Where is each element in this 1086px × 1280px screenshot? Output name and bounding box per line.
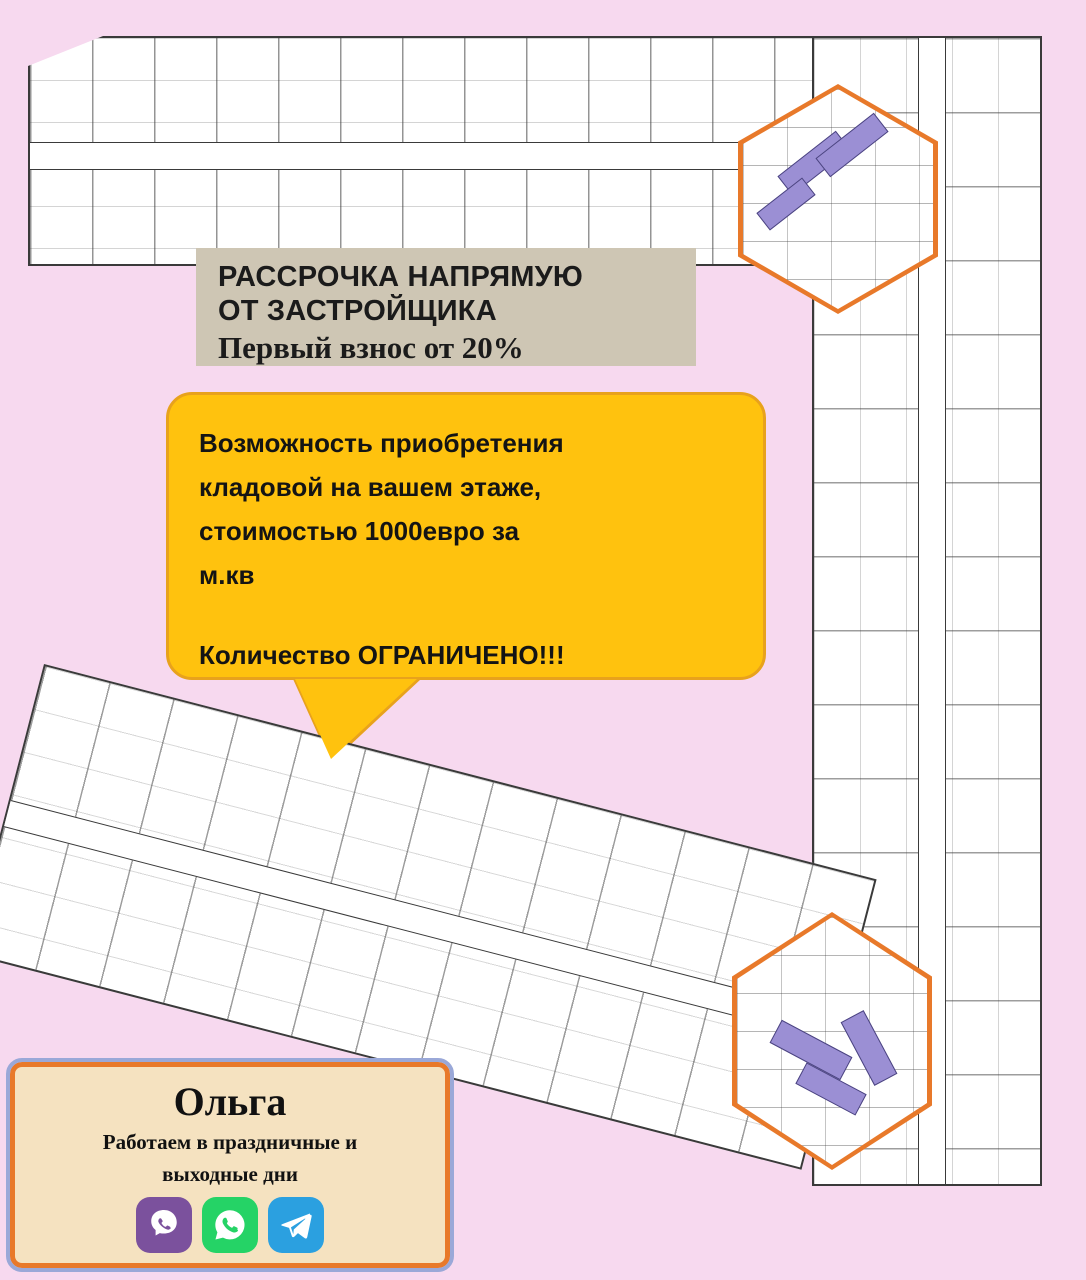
offer-line4: м.кв bbox=[199, 560, 255, 590]
bubble-tail bbox=[295, 679, 417, 759]
viber-icon[interactable] bbox=[136, 1197, 192, 1253]
telegram-icon[interactable] bbox=[268, 1197, 324, 1253]
contact-card bbox=[10, 1062, 450, 1268]
installment-banner bbox=[196, 248, 696, 366]
offer-limited: Количество ОГРАНИЧЕНО!!! bbox=[199, 640, 565, 670]
offer-line3: стоимостью 1000евро за bbox=[199, 516, 520, 546]
contact-work-line2: выходные дни bbox=[162, 1162, 298, 1186]
installment-line2: ОТ ЗАСТРОЙЩИКА bbox=[218, 295, 497, 327]
offer-line2: кладовой на вашем этаже, bbox=[199, 472, 542, 502]
offer-bubble bbox=[166, 392, 766, 680]
offer-line1: Возможность приобретения bbox=[199, 428, 564, 458]
contact-name: Ольга bbox=[173, 1079, 287, 1124]
installment-line3: Первый взнос от 20% bbox=[218, 330, 524, 365]
messenger-list bbox=[15, 1197, 445, 1253]
contact-work-line1: Работаем в праздничные и bbox=[102, 1130, 358, 1154]
corridor bbox=[4, 800, 840, 1041]
storage-unit bbox=[841, 1010, 898, 1086]
installment-line1: РАССРОЧКА НАПРЯМУЮ bbox=[218, 261, 584, 293]
whatsapp-icon[interactable] bbox=[202, 1197, 258, 1253]
